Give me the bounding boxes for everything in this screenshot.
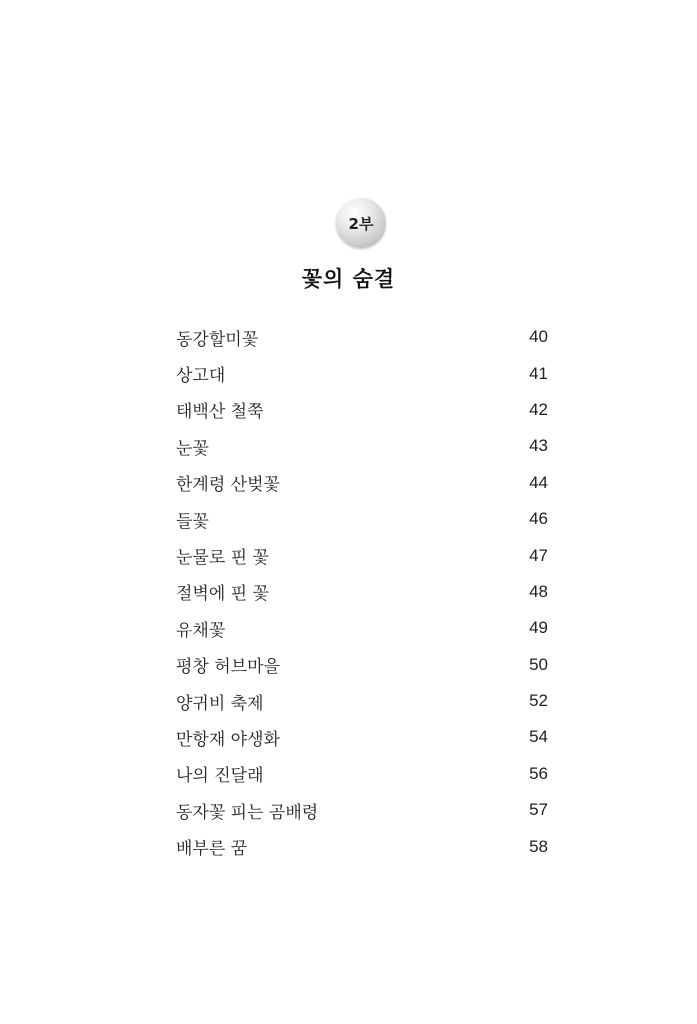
toc-entry[interactable] <box>176 683 548 719</box>
toc-entry-page: 41 <box>529 363 548 383</box>
toc-entry-page: 52 <box>529 691 548 711</box>
toc-entry-page: 47 <box>529 545 548 565</box>
toc-entry[interactable] <box>176 574 548 610</box>
toc-entry[interactable] <box>176 355 548 391</box>
toc-entry-title: 만항재 야생화 <box>176 729 280 750</box>
toc-entry-page: 43 <box>529 436 548 456</box>
toc-entry-title: 눈물로 핀 꽃 <box>176 548 269 569</box>
section-title: 꽃의 숨결 <box>301 267 396 291</box>
toc-entry-page: 48 <box>529 581 548 601</box>
toc-entry-page: 54 <box>529 727 548 747</box>
toc-entry[interactable] <box>176 428 548 464</box>
toc-entry[interactable] <box>176 465 548 501</box>
part-number: 2부 <box>348 214 374 233</box>
toc-entry-page: 40 <box>529 327 548 347</box>
toc-entry-page: 57 <box>529 800 548 820</box>
toc-entry-page: 42 <box>529 399 548 419</box>
toc-entry-title: 양귀비 축제 <box>176 693 264 714</box>
toc-entry-page: 46 <box>529 509 548 529</box>
toc-entry[interactable] <box>176 537 548 573</box>
toc-entry[interactable] <box>176 756 548 792</box>
toc-entry-title: 평창 허브마을 <box>176 657 280 678</box>
toc-entry-title: 한계령 산벚꽃 <box>176 475 280 496</box>
toc-entry[interactable] <box>176 792 548 828</box>
toc-entry-title: 배부른 꿈 <box>176 839 248 860</box>
toc-entry[interactable] <box>176 392 548 428</box>
toc-entry[interactable] <box>176 501 548 537</box>
part-badge <box>336 198 386 248</box>
table-of-contents <box>176 319 548 865</box>
toc-entry-page: 44 <box>529 472 548 492</box>
toc-entry-page: 49 <box>529 618 548 638</box>
toc-entry[interactable] <box>176 319 548 355</box>
toc-entry-page: 58 <box>529 836 548 856</box>
toc-entry-title: 동자꽃 피는 곰배령 <box>176 802 319 823</box>
toc-entry-title: 눈꽃 <box>176 438 209 459</box>
toc-entry[interactable] <box>176 719 548 755</box>
toc-entry[interactable] <box>176 610 548 646</box>
toc-entry-title: 상고대 <box>176 366 226 387</box>
toc-entry-title: 들꽃 <box>176 511 209 532</box>
toc-entry-page: 56 <box>529 763 548 783</box>
toc-entry-title: 절벽에 핀 꽃 <box>176 584 269 605</box>
toc-entry-title: 유채꽃 <box>176 620 226 641</box>
toc-entry-page: 50 <box>529 654 548 674</box>
toc-entry-title: 나의 진달래 <box>176 766 264 787</box>
toc-entry-title: 동강할미꽃 <box>176 329 259 350</box>
toc-entry[interactable] <box>176 647 548 683</box>
toc-entry-title: 태백산 철쭉 <box>176 402 264 423</box>
toc-entry[interactable] <box>176 828 548 864</box>
